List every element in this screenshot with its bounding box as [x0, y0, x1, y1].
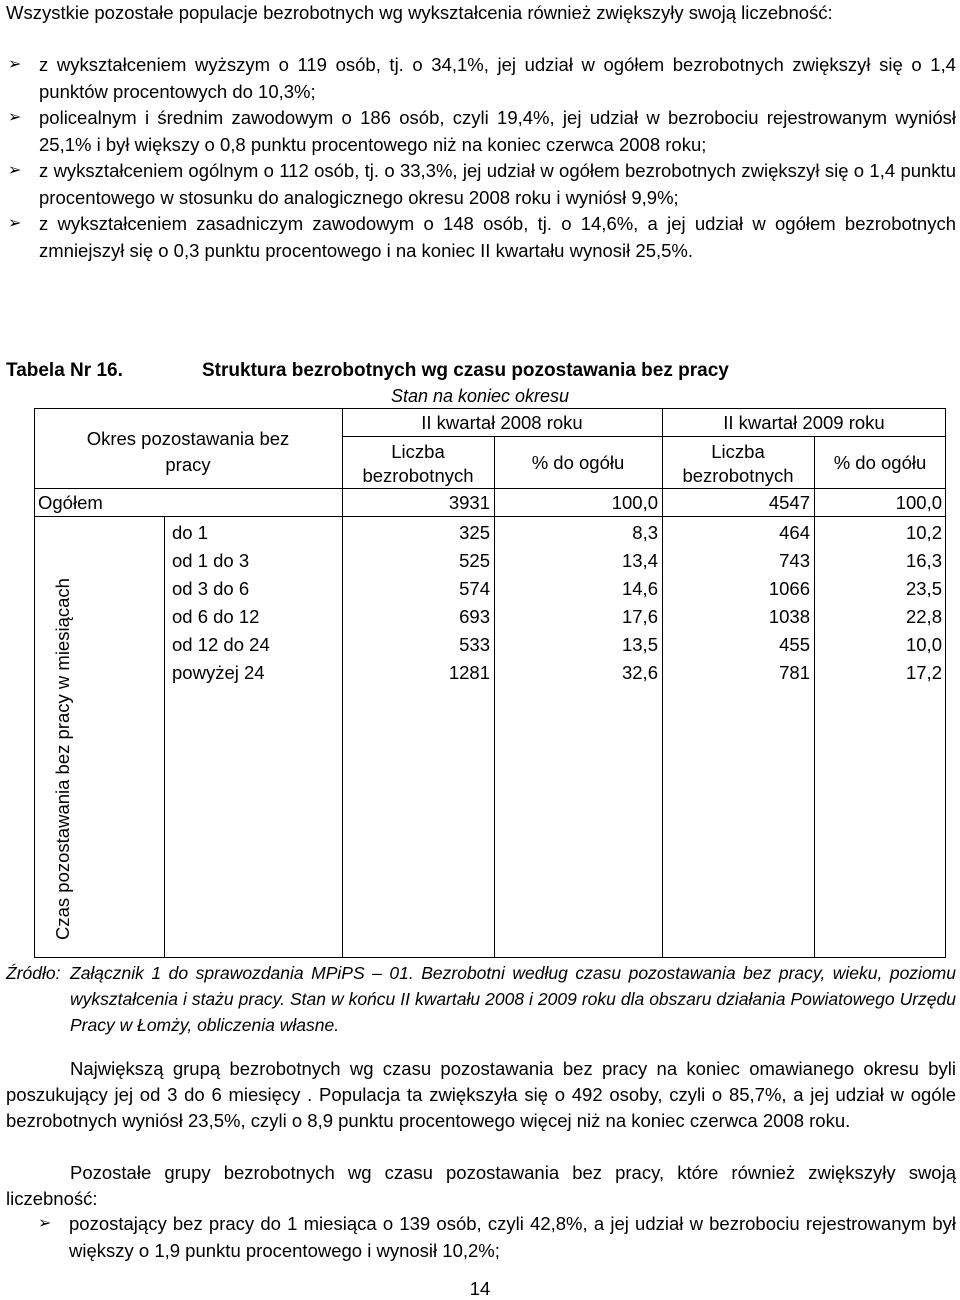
duration-group-label: Czas pozostawania bez pracy w miesiącach	[52, 578, 73, 940]
list-item	[6, 52, 956, 105]
row-label: od 1 do 3	[172, 550, 250, 571]
row-share-2009: 22,8	[905, 606, 942, 627]
row-count-2008: 693	[459, 606, 490, 627]
list-item-text: z wykształceniem wyższym o 119 osób, tj. o 34,1%, jej udział w ogółem bezrobotnych zwiększył się o 1,4 punktów procentowych do 10,3%;	[39, 54, 956, 102]
header-duration: Okres pozostawania bez pracy	[86, 428, 290, 475]
intro-paragraph: Wszystkie pozostałe populacje bezrobotnych wg wykształcenia również zwiększyły swoją liczebność:	[6, 2, 833, 23]
row-label: od 12 do 24	[172, 634, 270, 655]
row-share-2008: 13,5	[621, 634, 658, 655]
row-share-2008: 17,6	[621, 606, 658, 627]
list-item	[6, 158, 956, 211]
row-count-2008: 574	[459, 578, 490, 599]
row-label: powyżej 24	[172, 662, 265, 683]
list-item-text: pozostający bez pracy do 1 miesiąca o 139 osób, czyli 42,8%, a jej udział w bezrobociu rejestrowanym był większy o 1,9 punktu procentowego i wynosił 10,2%;	[69, 1213, 956, 1261]
table-title: Struktura bezrobotnych wg czasu pozostawania bez pracy	[202, 360, 729, 381]
source-note	[6, 960, 956, 1038]
source-label: Źródło:	[6, 963, 61, 983]
row-share-2008: 32,6	[621, 662, 658, 683]
list-item	[6, 105, 956, 158]
header-count-2009: Liczba bezrobotnych	[682, 441, 794, 486]
row-count-2009: 455	[779, 634, 810, 655]
total-share-2009: 100,0	[895, 492, 942, 513]
paragraph: Największą grupą bezrobotnych wg czasu pozostawania bez pracy na koniec omawianego okresu byli poszukujący jej od 3 do 6 miesięcy . Populacja ta zwiększyła się o 492 osoby, czyli o 85,7%, a jej udział w ogóle bezrobotnych wyniósł 23,5%, czyli o 8,9 punktu procentowego więcej niż na koniec czerwca 2008 roku.	[6, 1058, 956, 1131]
arrow-bullet-icon: ➢	[8, 215, 22, 232]
arrow-bullet-icon: ➢	[8, 162, 22, 179]
row-share-2009: 10,0	[905, 634, 942, 655]
header-period-2009: II kwartał 2009 roku	[723, 412, 885, 433]
list-item-text: z wykształceniem ogólnym o 112 osób, tj. o 33,3%, jej udział w ogółem bezrobotnych zwiększył się o 1,4 punktu procentowego w stosunku do analogicznego okresu 2008 roku i wyniósł 9,9%;	[39, 160, 956, 208]
header-count-2008: Liczba bezrobotnych	[362, 441, 474, 486]
page-number: 14	[469, 1278, 491, 1299]
list-item	[6, 211, 956, 264]
row-count-2009: 1038	[768, 606, 810, 627]
list-item	[36, 1211, 956, 1264]
header-period-2008: II kwartał 2008 roku	[421, 412, 583, 433]
row-count-2009: 464	[779, 522, 810, 543]
row-share-2009: 16,3	[905, 550, 942, 571]
row-count-2008: 1281	[448, 662, 490, 683]
row-share-2008: 13,4	[621, 550, 658, 571]
list-item-text: z wykształceniem zasadniczym zawodowym o 148 osób, tj. o 14,6%, a jej udział w ogółem bezrobotnych zmniejszył się o 0,3 punktu procentowego i na koniec II kwartału wynosił 25,5%.	[39, 213, 956, 261]
row-count-2009: 781	[779, 662, 810, 683]
row-share-2009: 23,5	[905, 578, 942, 599]
row-share-2009: 10,2	[905, 522, 942, 543]
total-share-2008: 100,0	[611, 492, 658, 513]
bullet-list-education	[6, 52, 956, 264]
header-share-2009: % do ogółu	[833, 452, 927, 473]
header-share-2008: % do ogółu	[531, 452, 625, 473]
row-share-2008: 14,6	[621, 578, 658, 599]
row-count-2008: 533	[459, 634, 490, 655]
row-count-2009: 1066	[768, 578, 810, 599]
bullet-list-duration	[36, 1211, 956, 1264]
total-count-2009: 4547	[768, 492, 810, 513]
row-share-2008: 8,3	[632, 522, 658, 543]
total-count-2008: 3931	[448, 492, 490, 513]
row-share-2009: 17,2	[905, 662, 942, 683]
unemployment-duration-table	[34, 408, 946, 958]
source-text: Załącznik 1 do sprawozdania MPiPS – 01. Bezrobotni według czasu pozostawania bez pracy, wieku, poziomu wykształcenia i stażu pracy. Stan w końcu II kwartału 2008 i 2009 roku dla obszaru działania Powiatowego Urzędu Pracy w Łomży, obliczenia własne.	[70, 963, 956, 1035]
row-count-2009: 743	[779, 550, 810, 571]
row-count-2008: 325	[459, 522, 490, 543]
row-count-2008: 525	[459, 550, 490, 571]
arrow-bullet-icon: ➢	[8, 56, 22, 73]
row-label: do 1	[172, 522, 209, 543]
table-subtitle: Stan na koniec okresu	[390, 386, 570, 406]
table-number: Tabela Nr 16.	[6, 360, 123, 381]
list-item-text: policealnym i średnim zawodowym o 186 osób, czyli 19,4%, jej udział w bezrobociu rejestrowanym wyniósł 25,1% i był większy o 0,8 punktu procentowego niż na koniec czerwca 2008 roku;	[39, 107, 956, 155]
total-label: Ogółem	[38, 492, 103, 513]
row-label: od 6 do 12	[172, 606, 260, 627]
arrow-bullet-icon: ➢	[8, 109, 22, 126]
paragraph: Pozostałe grupy bezrobotnych wg czasu pozostawania bez pracy, które również zwiększyły swoją liczebność:	[6, 1162, 956, 1209]
arrow-bullet-icon: ➢	[38, 1215, 52, 1232]
row-label: od 3 do 6	[172, 578, 250, 599]
